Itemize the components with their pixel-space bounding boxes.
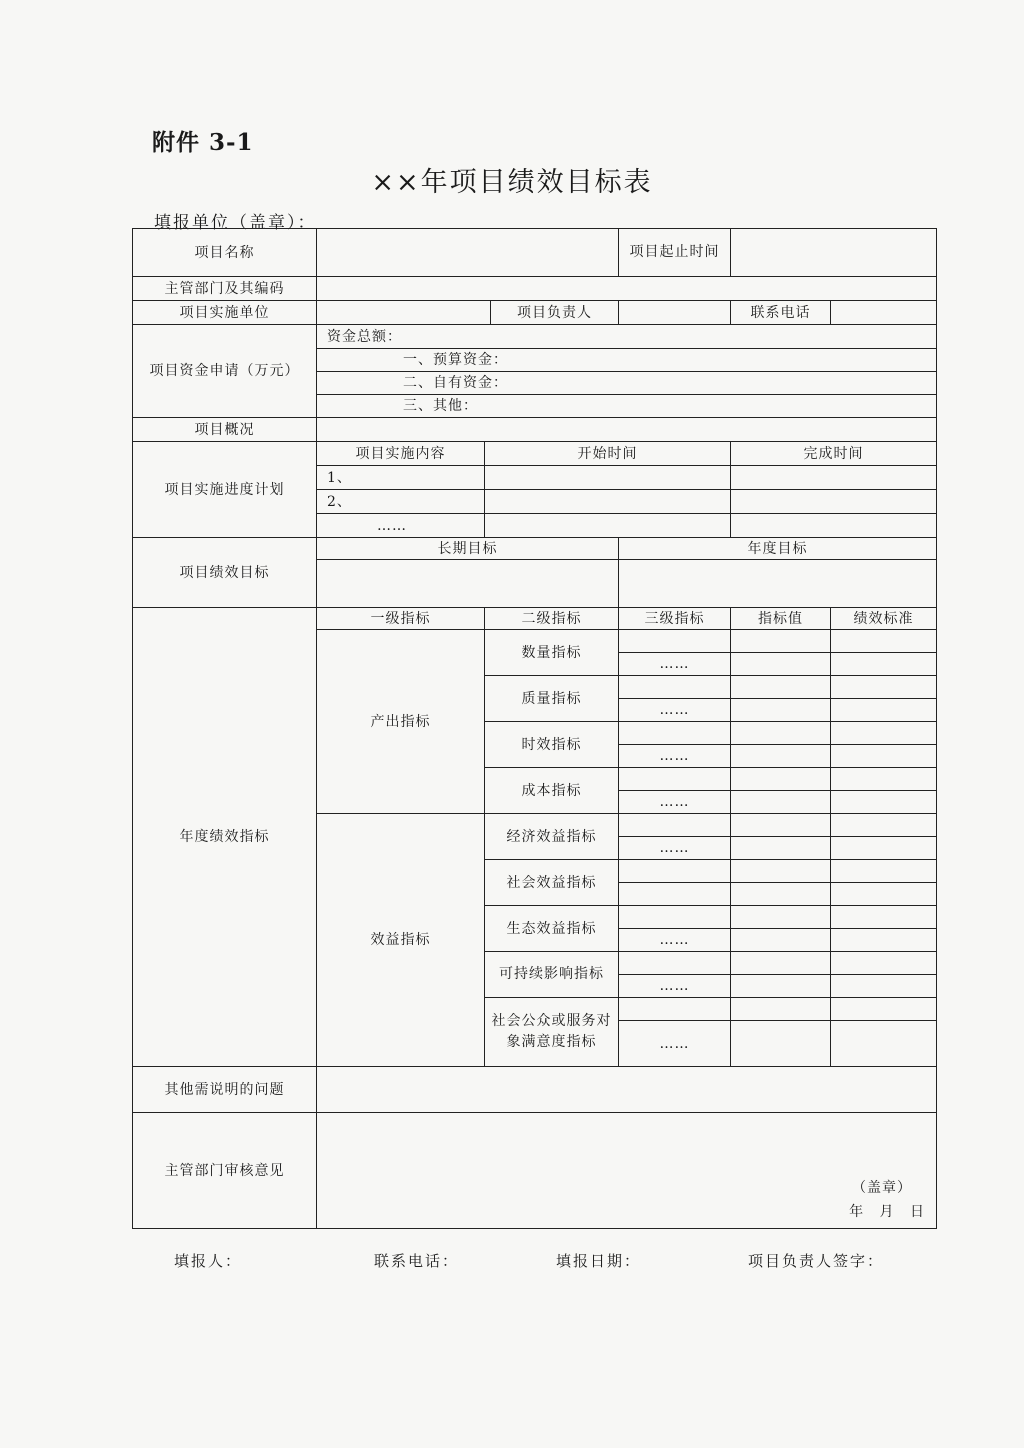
start-time-header: 开始时间 (485, 442, 731, 466)
performance-goal-label: 项目绩效目标 (133, 538, 317, 608)
ecological-standard-2[interactable] (831, 929, 937, 952)
annual-indicators-label: 年度绩效指标 (133, 608, 317, 1067)
quantity-indicator-label: 数量指标 (485, 630, 619, 676)
ecological-l3-1[interactable] (619, 906, 731, 929)
attachment-number: 附件 3-1 (152, 129, 254, 156)
sustainable-l3-1[interactable] (619, 952, 731, 975)
schedule-item-1-start[interactable] (485, 466, 731, 490)
satisfaction-value-2[interactable] (731, 1021, 831, 1067)
quality-standard-2[interactable] (831, 699, 937, 722)
level3-header: 三级指标 (619, 608, 731, 630)
leader-signature-label: 项目负责人签字： (748, 1252, 885, 1270)
annual-goal-header: 年度目标 (619, 538, 937, 560)
schedule-item-2[interactable]: 2、 (317, 490, 485, 514)
sustainable-l3-more: …… (619, 975, 731, 998)
quantity-value-2[interactable] (731, 653, 831, 676)
satisfaction-indicator-label: 社会公众或服务对象满意度指标 (485, 998, 619, 1067)
seal-label: （盖章） (852, 1180, 912, 1196)
sustainable-indicator-label: 可持续影响指标 (485, 952, 619, 998)
other-issues-label: 其他需说明的问题 (133, 1067, 317, 1113)
other-funds-field[interactable]: 三、其他： (317, 395, 937, 418)
quality-l3-more: …… (619, 699, 731, 722)
economic-value-1[interactable] (731, 814, 831, 837)
cost-l3-more: …… (619, 791, 731, 814)
timeliness-l3-more: …… (619, 745, 731, 768)
implementing-unit-field[interactable] (317, 301, 491, 325)
dept-review-field[interactable] (317, 1113, 937, 1229)
economic-standard-2[interactable] (831, 837, 937, 860)
ecological-value-2[interactable] (731, 929, 831, 952)
cost-l3-1[interactable] (619, 768, 731, 791)
ecological-l3-more: …… (619, 929, 731, 952)
cost-standard-1[interactable] (831, 768, 937, 791)
satisfaction-value-1[interactable] (731, 998, 831, 1021)
schedule-item-1-end[interactable] (731, 466, 937, 490)
other-issues-field[interactable] (317, 1067, 937, 1113)
timeliness-indicator-label: 时效指标 (485, 722, 619, 768)
satisfaction-standard-1[interactable] (831, 998, 937, 1021)
project-name-field[interactable] (317, 229, 619, 277)
economic-value-2[interactable] (731, 837, 831, 860)
performance-standard-header: 绩效标准 (831, 608, 937, 630)
social-value-1[interactable] (731, 860, 831, 883)
ecological-indicator-label: 生态效益指标 (485, 906, 619, 952)
annual-goal-field[interactable] (619, 560, 937, 608)
sustainable-value-1[interactable] (731, 952, 831, 975)
project-overview-field[interactable] (317, 418, 937, 442)
social-l3-2[interactable] (619, 883, 731, 906)
project-period-label: 项目起止时间 (619, 229, 731, 277)
project-leader-label: 项目负责人 (491, 301, 619, 325)
contact-phone-field[interactable] (831, 301, 937, 325)
long-term-goal-field[interactable] (317, 560, 619, 608)
quality-indicator-label: 质量指标 (485, 676, 619, 722)
timeliness-standard-1[interactable] (831, 722, 937, 745)
sustainable-standard-1[interactable] (831, 952, 937, 975)
quality-l3-1[interactable] (619, 676, 731, 699)
project-period-field[interactable] (731, 229, 937, 277)
quantity-standard-1[interactable] (831, 630, 937, 653)
satisfaction-l3-1[interactable] (619, 998, 731, 1021)
sustainable-standard-2[interactable] (831, 975, 937, 998)
implementing-unit-label: 项目实施单位 (133, 301, 317, 325)
cost-value-1[interactable] (731, 768, 831, 791)
competent-dept-field[interactable] (317, 277, 937, 301)
timeliness-l3-1[interactable] (619, 722, 731, 745)
performance-goal-table (132, 228, 937, 1229)
social-value-2[interactable] (731, 883, 831, 906)
timeliness-standard-2[interactable] (831, 745, 937, 768)
form-title: ××年项目绩效目标表 (371, 167, 653, 198)
budget-funds-field[interactable]: 一、预算资金： (317, 349, 937, 372)
economic-l3-more: …… (619, 837, 731, 860)
project-leader-field[interactable] (619, 301, 731, 325)
benefit-indicators-label: 效益指标 (317, 814, 485, 1067)
cost-value-2[interactable] (731, 791, 831, 814)
review-date-label: 年 月 日 (849, 1204, 930, 1220)
timeliness-value-1[interactable] (731, 722, 831, 745)
own-funds-field[interactable]: 二、自有资金： (317, 372, 937, 395)
funding-request-label: 项目资金申请（万元） (133, 325, 317, 418)
level2-header: 二级指标 (485, 608, 619, 630)
competent-dept-label: 主管部门及其编码 (133, 277, 317, 301)
sustainable-value-2[interactable] (731, 975, 831, 998)
quality-standard-1[interactable] (831, 676, 937, 699)
schedule-plan-label: 项目实施进度计划 (133, 442, 317, 538)
long-term-goal-header: 长期目标 (317, 538, 619, 560)
quantity-standard-2[interactable] (831, 653, 937, 676)
total-funds-field[interactable]: 资金总额： (317, 325, 937, 349)
social-indicator-label: 社会效益指标 (485, 860, 619, 906)
economic-indicator-label: 经济效益指标 (485, 814, 619, 860)
quantity-l3-more: …… (619, 653, 731, 676)
ecological-value-1[interactable] (731, 906, 831, 929)
ecological-standard-1[interactable] (831, 906, 937, 929)
economic-l3-1[interactable] (619, 814, 731, 837)
cost-indicator-label: 成本指标 (485, 768, 619, 814)
contact-phone-label: 联系电话 (731, 301, 831, 325)
indicator-value-header: 指标值 (731, 608, 831, 630)
schedule-item-2-end[interactable] (731, 490, 937, 514)
schedule-item-more: …… (317, 514, 485, 538)
quantity-l3-1[interactable] (619, 630, 731, 653)
project-name-label: 项目名称 (133, 229, 317, 277)
satisfaction-standard-2[interactable] (831, 1021, 937, 1067)
social-standard-1[interactable] (831, 860, 937, 883)
timeliness-value-2[interactable] (731, 745, 831, 768)
quality-value-2[interactable] (731, 699, 831, 722)
output-indicators-label: 产出指标 (317, 630, 485, 814)
level1-header: 一级指标 (317, 608, 485, 630)
cost-standard-2[interactable] (831, 791, 937, 814)
economic-standard-1[interactable] (831, 814, 937, 837)
quality-value-1[interactable] (731, 676, 831, 699)
schedule-item-2-start[interactable] (485, 490, 731, 514)
filing-unit-label: 填报单位（盖章）： (154, 213, 317, 233)
schedule-item-more-end[interactable] (731, 514, 937, 538)
project-overview-label: 项目概况 (133, 418, 317, 442)
quantity-value-1[interactable] (731, 630, 831, 653)
fill-date-label: 填报日期： (556, 1252, 642, 1270)
footer-phone-label: 联系电话： (374, 1252, 460, 1270)
schedule-content-header: 项目实施内容 (317, 442, 485, 466)
end-time-header: 完成时间 (731, 442, 937, 466)
dept-review-label: 主管部门审核意见 (133, 1113, 317, 1229)
schedule-item-more-start[interactable] (485, 514, 731, 538)
schedule-item-1[interactable]: 1、 (317, 466, 485, 490)
satisfaction-l3-more: …… (619, 1021, 731, 1067)
social-standard-2[interactable] (831, 883, 937, 906)
filer-label: 填报人： (174, 1252, 243, 1270)
social-l3-1[interactable] (619, 860, 731, 883)
